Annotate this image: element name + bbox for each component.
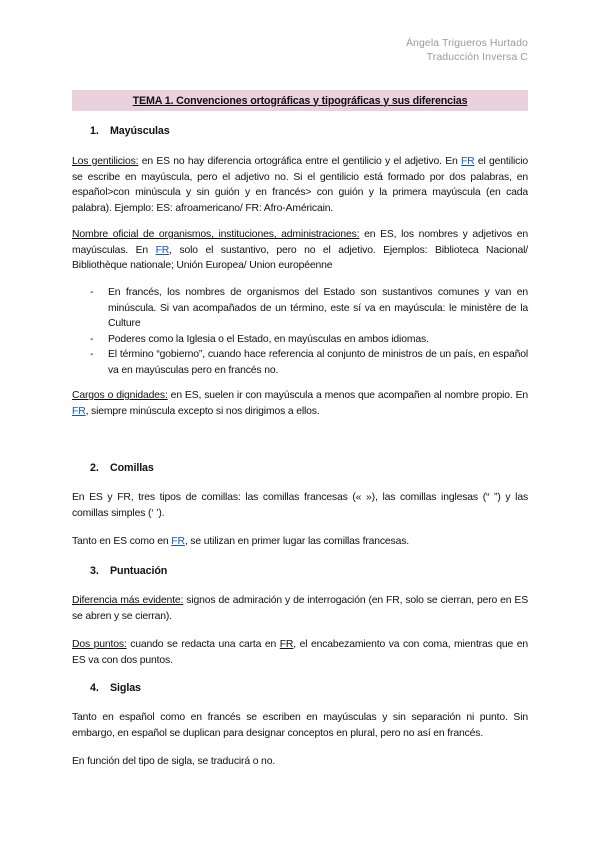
paragraph-siglas: Tanto en español como en francés se escriben en mayúsculas y sin separación ni punto. Sin embargo, en español se duplican para designar conceptos en plural, pero no así en francés. <box>72 712 528 739</box>
dash-bullet: - <box>90 333 94 345</box>
paragraph-gentilicios <box>72 154 528 216</box>
section-heading-comillas <box>90 462 154 474</box>
paragraph-text: , siempre minúscula excepto si nos dirigimos a ellos. <box>85 405 320 417</box>
section-title: Puntuación <box>110 565 168 577</box>
term-label: Cargos o dignidades: <box>72 390 168 401</box>
section-number: 3. <box>90 565 99 577</box>
paragraph-text: cuando se redacta una carta en <box>126 639 280 650</box>
paragraph-diferencia <box>72 593 528 624</box>
paragraph-siglas-traduccion: En función del tipo de sigla, se traducirá o no. <box>72 756 276 767</box>
paragraph-text: en ES no hay diferencia ortográfica entre el gentilicio y el adjetivo. En <box>138 156 461 167</box>
header-course: Traducción Inversa C <box>426 51 528 63</box>
fr-link[interactable]: FR <box>171 536 185 547</box>
list-item <box>90 347 528 378</box>
paragraph-organismos <box>72 227 528 274</box>
list-item-text: En francés, los nombres de organismos del Estado son sustantivos comunes y van en minúscula. Si van acompañados de un término, este sí va en mayúscula: le ministère de la Culture <box>108 287 528 330</box>
section-title: Mayúsculas <box>110 125 170 137</box>
section-number: 1. <box>90 125 99 137</box>
term-label: Diferencia más evidente: <box>72 595 184 606</box>
list-item <box>90 332 528 348</box>
section-number: 2. <box>90 462 99 474</box>
fr-link[interactable]: FR <box>72 405 86 417</box>
dash-bullet: - <box>90 349 94 361</box>
paragraph-comillas-tipos: En ES y FR, tres tipos de comillas: las comillas francesas (« »), las comillas inglesas (“ ”) y las comillas simples (‘ ’). <box>72 492 528 519</box>
paragraph-text: signos de admiración y de interrogación (en FR, solo se cierran, pero en ES se abren y se cierran). <box>72 595 528 622</box>
fr-link[interactable]: FR <box>460 156 475 167</box>
paragraph-text: en ES, suelen ir con mayúscula a menos que acompañen al nombre propio. En <box>167 390 528 401</box>
section-heading-mayusculas <box>90 125 170 137</box>
fr-underlined-text: FR <box>279 639 294 650</box>
bullet-list <box>90 285 528 379</box>
term-label: Dos puntos: <box>72 639 127 650</box>
fr-link[interactable]: FR <box>155 244 170 256</box>
paragraph-text: , se utilizan en primer lugar las comillas francesas. <box>184 536 410 547</box>
section-heading-puntuacion <box>90 565 167 577</box>
paragraph-text: , solo el sustantivo, pero no el adjetivo. Ejemplos: Biblioteca Nacional/ Bibliothèque nationale; Unión Europea/ Union européenne <box>72 244 529 272</box>
paragraph-text: en ES, los nombres y adjetivos en mayúsculas. En <box>72 229 528 256</box>
page-title: TEMA 1. Convenciones ortográficas y tipográficas y sus diferencias <box>132 94 468 107</box>
term-label: Nombre oficial de organismos, instituciones, administraciones: <box>72 229 360 240</box>
section-title: Siglas <box>110 682 141 694</box>
header-author: Ángela Trigueros Hurtado <box>405 37 528 49</box>
title-bar <box>72 90 528 111</box>
paragraph-comillas-uso <box>72 534 528 550</box>
section-heading-siglas <box>90 682 141 694</box>
list-item <box>90 285 528 332</box>
dash-bullet: - <box>90 287 94 298</box>
paragraph-text: , el encabezamiento va con coma, mientras que en ES va con dos puntos. <box>72 639 528 666</box>
list-item-text: Poderes como la Iglesia o el Estado, en mayúsculas en ambos idiomas. <box>108 333 429 345</box>
paragraph-cargos <box>72 388 528 419</box>
section-title: Comillas <box>110 462 154 474</box>
section-number: 4. <box>90 682 99 694</box>
paragraph-text: el gentilicio se escribe en mayúscula, pero el adjetivo no. Si el gentilicio está formado por dos palabras, en español>con minúscula y sin guión y en francés> con guión y la primera mayúscula (en cada palabra). Ejemplo: ES: afroamericano/ FR: Afro-Américain. <box>72 156 528 214</box>
term-label: Los gentilicios: <box>72 156 139 167</box>
list-item-text: El término “gobierno”, cuando hace referencia al conjunto de ministros de un país, en español va en mayúsculas pero en francés no. <box>108 349 528 376</box>
paragraph-dos-puntos <box>72 637 528 668</box>
paragraph-text: Tanto en ES como en <box>72 536 172 547</box>
page-header <box>406 36 528 64</box>
